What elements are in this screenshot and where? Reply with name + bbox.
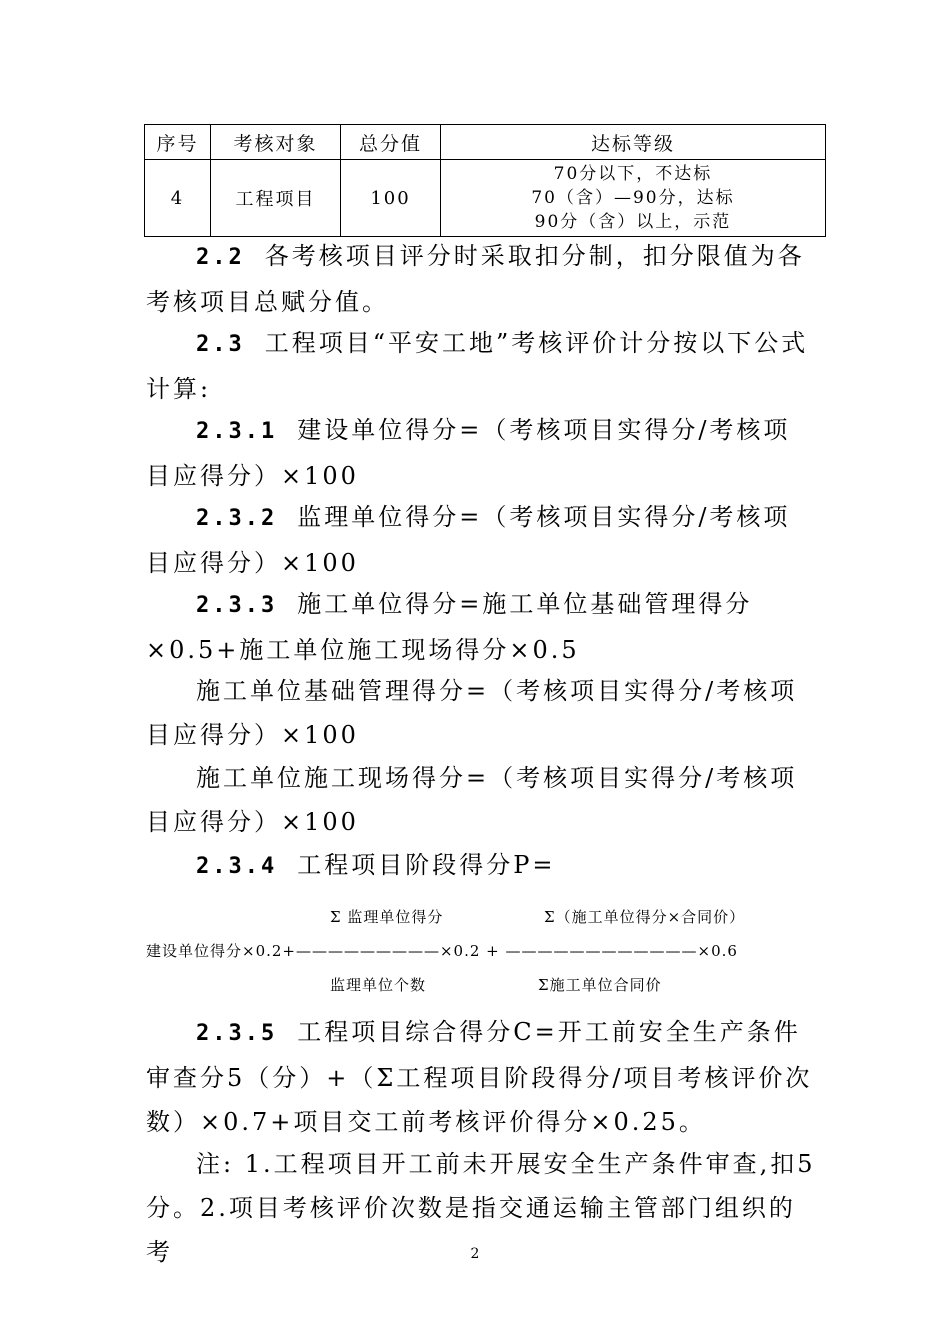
- paragraph-text: 工程项目综合得分C=开工前安全生产条件审查分5（分）+（Σ工程项目阶段得分/项目考核评价次数）×0.7+项目交工前考核评价得分×0.25。: [146, 1018, 813, 1136]
- paragraph-2-2: [146, 234, 816, 324]
- table-header-row: [145, 125, 826, 160]
- paragraph-2-3-2: [146, 495, 816, 585]
- cell-score: 100: [341, 160, 441, 237]
- paragraph-text: 工程项目“平安工地”考核评价计分按以下公式计算:: [146, 329, 809, 403]
- paragraph-2-3-5: [146, 1010, 816, 1144]
- paragraph-2-3: [146, 321, 816, 411]
- paragraph-2-3-4: [146, 843, 816, 889]
- paragraph-text: 监理单位得分=（考核项目实得分/考核项目应得分）×100: [146, 503, 791, 577]
- cell-no: 4: [145, 160, 211, 237]
- page-number: 2: [470, 1246, 480, 1262]
- header-object: 考核对象: [211, 125, 341, 160]
- section-number: 2.3.1: [196, 419, 278, 444]
- section-number: 2.3: [196, 332, 245, 357]
- section-number: 2.3.2: [196, 506, 278, 531]
- paragraph-text: 施工单位施工现场得分=（考核项目实得分/考核项目应得分）×100: [146, 764, 798, 836]
- stage-score-formula: [146, 900, 816, 1000]
- paragraph-2-3-1: [146, 408, 816, 498]
- paragraph-text: 各考核项目评分时采取扣分制，扣分限值为各考核项目总赋分值。: [146, 242, 805, 316]
- formula-denominator-2: Σ施工单位合同价: [538, 976, 662, 994]
- table-row: [145, 160, 826, 237]
- paragraph-text: 施工单位基础管理得分=（考核项目实得分/考核项目应得分）×100: [146, 677, 798, 749]
- paragraph-site: [146, 756, 816, 844]
- section-number: 2.3.4: [196, 854, 278, 879]
- formula-denominator-1: 监理单位个数: [330, 976, 427, 994]
- paragraph-text: 工程项目阶段得分P=: [297, 851, 556, 879]
- paragraph-base-management: [146, 669, 816, 757]
- level-line: 70分以下，不达标: [553, 164, 713, 184]
- header-score: 总分值: [341, 125, 441, 160]
- header-level: 达标等级: [441, 125, 826, 160]
- level-line: 90分（含）以上，示范: [534, 212, 732, 232]
- paragraph-text: 建设单位得分=（考核项目实得分/考核项目应得分）×100: [146, 416, 791, 490]
- formula-numerator-1: Σ 监理单位得分: [330, 908, 444, 926]
- cell-levels: [441, 160, 826, 237]
- cell-object: 工程项目: [211, 160, 341, 237]
- header-no: 序号: [145, 125, 211, 160]
- section-number: 2.3.3: [196, 593, 278, 618]
- section-number: 2.2: [196, 245, 245, 270]
- grading-table: [144, 124, 826, 237]
- formula-numerator-2: Σ（施工单位得分×合同价）: [544, 908, 746, 926]
- paragraph-text: 施工单位得分=施工单位基础管理得分×0.5+施工单位施工现场得分×0.5: [146, 590, 753, 664]
- paragraph-2-3-3: [146, 582, 816, 672]
- level-line: 70（含）—90分，达标: [531, 188, 735, 208]
- paragraph-text: 注: 1.工程项目开工前未开展安全生产条件审查,扣5分。2.项目考核评价次数是指交通运输主管部门组织的考: [146, 1150, 816, 1266]
- formula-main-line: 建设单位得分×0.2+—————————×0.2 + ————————————×0.6: [146, 942, 738, 960]
- section-number: 2.3.5: [196, 1021, 278, 1046]
